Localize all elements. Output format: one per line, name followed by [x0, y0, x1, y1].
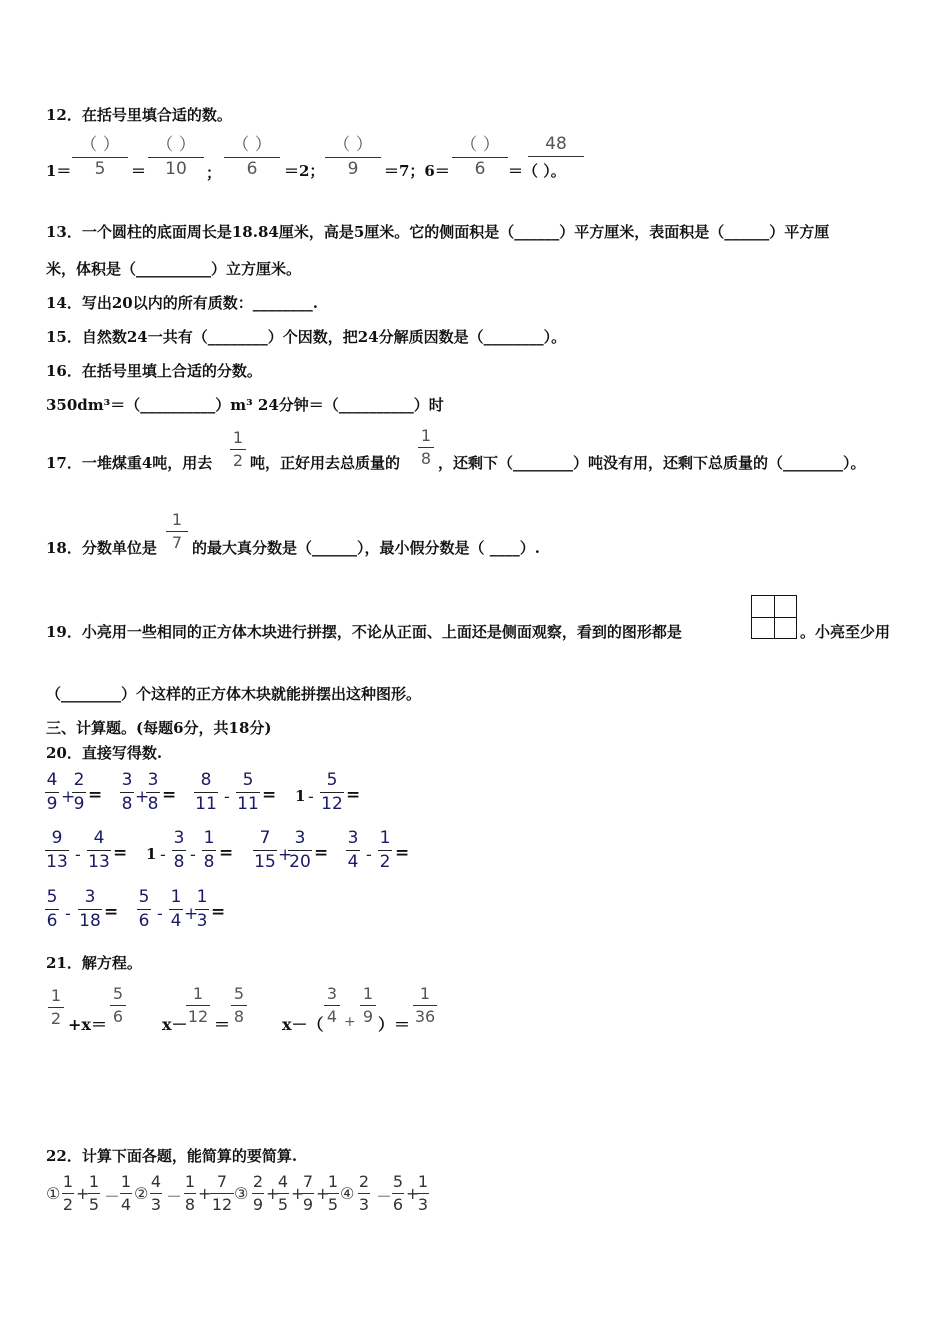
q20-r2-e3-f2: 3 20 [289, 828, 311, 872]
q20-r1-e4-one: 1 [295, 787, 306, 805]
q20-r1-e3-op: - [224, 787, 230, 807]
q18-b: 的最大真分数是（______），最小假分数是（ ____）. [192, 539, 540, 557]
q17-a: 17．一堆煤重4吨，用去 [46, 454, 213, 472]
q12-frac-2: （ ） 10 [148, 137, 204, 178]
q21-e3-eq: ）＝ [378, 1015, 411, 1034]
q20-r3-e2-f1: 5 6 [138, 887, 150, 931]
q20-r2-e1-f2: 4 13 [88, 828, 110, 872]
q21-title: 21．解方程。 [46, 954, 142, 972]
q21-e2-eq: ＝ [214, 1015, 231, 1034]
q20-r3-e1-f2: 3 18 [79, 887, 101, 931]
q17-frac-2: 1 8 [418, 428, 434, 467]
q20-r2-e4-f2: 1 2 [379, 828, 391, 872]
q12-tail: ＝（ ）。 [508, 162, 566, 180]
q20-r3-e2-f2: 1 4 [170, 887, 182, 931]
q12-frac-1: （ ） 5 [72, 137, 128, 178]
q20-r1-e2-op: + [135, 787, 150, 807]
q19-line2: （________）个这样的正方体木块就能拼摆出这种图形。 [46, 685, 422, 703]
q16-line: 350dm³＝（__________）m³ 24分钟＝（__________）时 [46, 396, 444, 414]
q21-e2-f2: 5 8 [231, 986, 247, 1025]
q12-frac-6: 48 [528, 136, 584, 177]
q20-r1-e2-f2: 3 8 [147, 770, 159, 814]
q21-e2-a: x－ [162, 1015, 188, 1034]
q20-r2-e2-eq: = [219, 843, 234, 863]
q20-r2-e2-one: 1 [146, 845, 157, 863]
q19-a: 19．小亮用一些相同的正方体木块进行拼摆，不论从正面、上面还是侧面观察，看到的图形都是 [46, 623, 682, 641]
q21-e3-f3: 1 36 [414, 984, 436, 1026]
q22-marker-4: ④ [340, 1184, 355, 1203]
q20-r2-e2-f2: 1 8 [203, 828, 215, 872]
q14: 14．写出20以内的所有质数：________. [46, 294, 318, 312]
q20-r3-e1-eq: = [104, 902, 119, 922]
q20-r1-e1-f1: 4 9 [46, 770, 58, 814]
q12-one-eq: 1＝ [46, 162, 72, 180]
q21-e3-f1: 3 4 [324, 986, 340, 1025]
q20-r1-e4-eq: = [346, 785, 361, 805]
q22-marker-2: ② [134, 1184, 149, 1203]
q20-r2-e1-f1: 9 13 [46, 828, 68, 872]
q17-b: 吨，正好用去总质量的 [250, 454, 401, 472]
q19-b: 。小亮至少用 [800, 623, 891, 641]
q21-e1-f1: 1 2 [48, 988, 64, 1027]
q20-r3-e1-f1: 5 6 [46, 887, 58, 931]
q20-r2-e3-eq: = [314, 843, 329, 863]
q20-r3-e2-eq: = [211, 902, 226, 922]
q20-title: 20．直接写得数. [46, 744, 163, 762]
q22-title: 22．计算下面各题，能简算的要简算. [46, 1147, 298, 1165]
q20-r1-e1-eq: = [88, 785, 103, 805]
q22-marker-1: ① [46, 1184, 61, 1203]
q20-r1-e3-eq: = [262, 785, 277, 805]
q12-eq-1: ＝ [131, 162, 147, 180]
q13-line2: 米，体积是（__________）立方厘米。 [46, 260, 302, 278]
q21-e3-f2: 1 9 [360, 986, 376, 1025]
q20-r1-e4-f1: 5 12 [321, 770, 343, 814]
q13-line1: 13．一个圆柱的底面周长是18.84厘米，高是5厘米。它的侧面积是（______）平方厘米，表面积是（______）平方厘 [46, 223, 830, 241]
q21-e3-plus: + [344, 1014, 356, 1030]
q20-r2-e1-op: - [75, 845, 81, 865]
q18-frac: 1 7 [166, 512, 188, 551]
q12-frac-3: （ ） 6 [224, 137, 280, 178]
q22-marker-3: ③ [234, 1184, 249, 1203]
q21-e3-a: x－（ [282, 1015, 324, 1034]
q17-frac-1: 1 2 [230, 430, 246, 469]
q12-semi: ； [206, 164, 222, 182]
q12-eq2: ＝2； [284, 162, 325, 180]
q17-c: ，还剩下（________）吨没有用，还剩下总质量的（________）。 [438, 454, 866, 472]
q20-r2-e3-op: + [278, 845, 293, 865]
q12-eq7: ＝7；6＝ [384, 162, 450, 180]
q20-r2-e4-f1: 3 4 [347, 828, 359, 872]
q12-frac-5: （ ） 6 [452, 137, 508, 178]
q20-r2-e4-op: - [366, 845, 372, 865]
q20-r1-e3-f1: 8 11 [195, 770, 217, 814]
square-grid-figure [751, 595, 797, 639]
q20-r1-e1-op: + [61, 787, 76, 807]
q20-r1-e1-f2: 2 9 [73, 770, 85, 814]
q20-r1-e3-f2: 5 11 [237, 770, 259, 814]
q20-r3-e2-f3: 1 3 [196, 887, 208, 931]
q21-e2-f1: 1 12 [187, 984, 209, 1026]
q12-title: 12．在括号里填合适的数。 [46, 106, 232, 124]
q20-r2-e4-eq: = [395, 843, 410, 863]
q20-r2-e1-eq: = [113, 843, 128, 863]
q12-frac-4: （ ） 9 [325, 137, 381, 178]
q15: 15．自然数24一共有（________）个因数，把24分解质因数是（________）。 [46, 328, 567, 346]
q20-r2-e2-f1: 3 8 [173, 828, 185, 872]
q20-r1-e2-f1: 3 8 [121, 770, 133, 814]
section-3-title: 三、计算题。(每题6分，共18分) [46, 719, 272, 737]
q20-r1-e2-eq: = [162, 785, 177, 805]
q16-title: 16．在括号里填上合适的分数。 [46, 362, 262, 380]
q21-e1-f2: 5 6 [110, 986, 126, 1025]
q18-a: 18．分数单位是 [46, 539, 157, 557]
q20-r3-e1-op: - [65, 904, 71, 924]
q21-e1-mid: +x＝ [68, 1015, 107, 1034]
q20-r2-e3-f1: 7 15 [254, 828, 276, 872]
